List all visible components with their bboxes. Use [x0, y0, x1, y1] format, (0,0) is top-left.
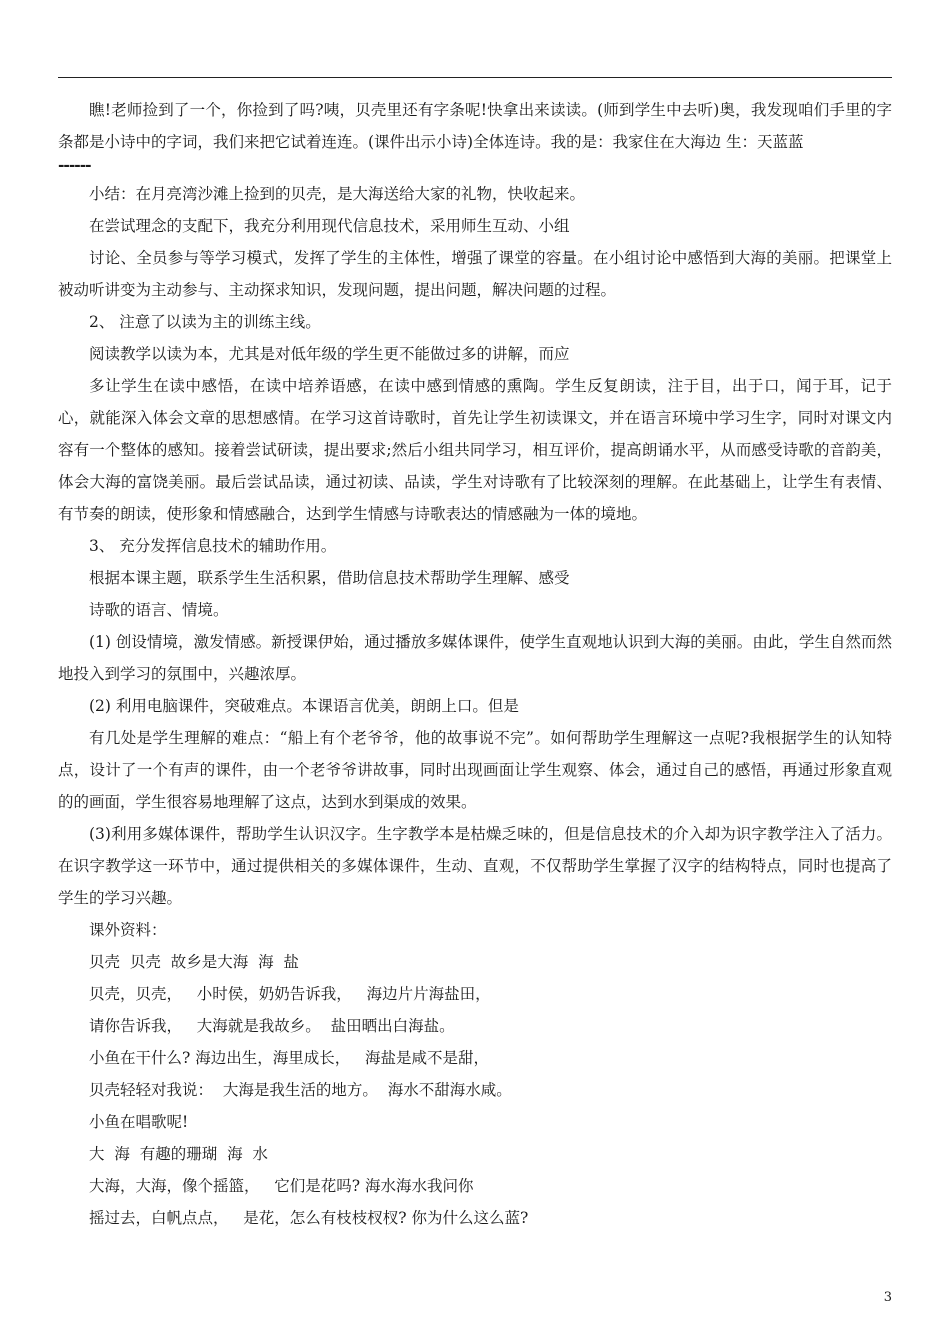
paragraph: 诗歌的语言、情境。 [89, 601, 229, 619]
poem-line: 贝壳轻轻对我说： 大海是我生活的地方。 海水不甜海水咸。 [89, 1081, 512, 1099]
poem-line: 摇过去，白帆点点， 是花，怎么有枝枝杈杈? 你为什么这么蓝? [89, 1209, 529, 1227]
section-heading: 3、 充分发挥信息技术的辅助作用。 [89, 537, 337, 555]
poem-line: 大海，大海，像个摇篮， 它们是花吗? 海水海水我问你 [89, 1177, 474, 1195]
paragraph: 多让学生在读中感悟，在读中培养语感，在读中感到情感的熏陶。学生反复朗读，注于目，出于口，闻于耳，记于心，就能深入体会文章的思想感情。在学习这首诗歌时，首先让学生初读课文，并在语言环境中学习生字，同时对课文内容有一个整体的感知。接着尝试研读，提出要求;然后小组共同学习，相互评价，提高朗诵水平，从而感受诗歌的音韵美，体会大海的富饶美丽。最后尝试品读，通过初读、品读，学生对诗歌有了比较深刻的理解。在此基础上，让学生有表情、有节奏的朗读，使形象和情感融合，达到学生情感与诗歌表达的情感融为一体的境地。 [58, 377, 892, 523]
paragraph: (3)利用多媒体课件，帮助学生认识汉字。生字教学本是枯燥乏味的，但是信息技术的介入却为识字教学注入了活力。在识字教学这一环节中，通过提供相关的多媒体课件，生动、直观，不仅帮助学生掌握了汉字的结构特点，同时也提高了学生的学习兴趣。 [58, 825, 892, 907]
page-number: 3 [883, 1290, 892, 1305]
paragraph: 根据本课主题，联系学生生活积累，借助信息技术帮助学生理解、感受 [89, 569, 570, 587]
header-rule [58, 77, 892, 78]
section-label: 课外资料： [89, 921, 167, 939]
poem-line: 小鱼在唱歌呢! [89, 1113, 189, 1131]
paragraph: (1) 创设情境，激发情感。新授课伊始，通过播放多媒体课件，使学生直观地认识到大海的美丽。由此，学生自然而然地投入到学习的氛围中，兴趣浓厚。 [58, 633, 892, 683]
paragraph-summary: 小结：在月亮湾沙滩上捡到的贝壳，是大海送给大家的礼物，快收起来。 [89, 185, 586, 203]
paragraph: 有几处是学生理解的难点：“船上有个老爷爷，他的故事说不完”。如何帮助学生理解这一点呢?我根据学生的认知特点，设计了一个有声的课件，由一个老爷爷讲故事，同时出现画面让学生观察、体会，通过自己的感悟，再通过形象直观的的画面，学生很容易地理解了这点，达到水到渠成的效果。 [58, 729, 892, 811]
poem-line: 大 海 有趣的珊瑚 海 水 [89, 1145, 268, 1163]
poem-line: 小鱼在干什么? 海边出生，海里成长， 海盐是咸不是甜， [89, 1049, 490, 1067]
paragraph: 阅读教学以读为本，尤其是对低年级的学生更不能做过多的讲解，而应 [89, 345, 570, 363]
paragraph: 讨论、全员参与等学习模式，发挥了学生的主体性，增强了课堂的容量。在小组讨论中感悟到大海的美丽。把课堂上被动听讲变为主动参与、主动探求知识，发现问题，提出问题，解决问题的过程。 [58, 249, 892, 299]
section-heading: 2、 注意了以读为主的训练主线。 [89, 313, 321, 331]
document-body [58, 94, 892, 1234]
paragraph: (2) 利用电脑课件，突破难点。本课语言优美，朗朗上口。但是 [89, 697, 519, 715]
dash-line: ------ [58, 155, 91, 174]
paragraph: 瞧!老师捡到了一个，你捡到了吗?咦，贝壳里还有字条呢!快拿出来读读。(师到学生中去听)奥，我发现咱们手里的字条都是小诗中的字词，我们来把它试着连连。(课件出示小诗)全体连诗。我的是：我家住在大海边 生：天蓝蓝 [58, 101, 892, 151]
poem-line: 请你告诉我， 大海就是我故乡。 盐田晒出白海盐。 [89, 1017, 455, 1035]
poem-line: 贝壳 贝壳 故乡是大海 海 盐 [89, 953, 299, 971]
paragraph: 在尝试理念的支配下，我充分利用现代信息技术，采用师生互动、小组 [89, 217, 570, 235]
poem-line: 贝壳，贝壳， 小时侯，奶奶告诉我， 海边片片海盐田， [89, 985, 491, 1003]
